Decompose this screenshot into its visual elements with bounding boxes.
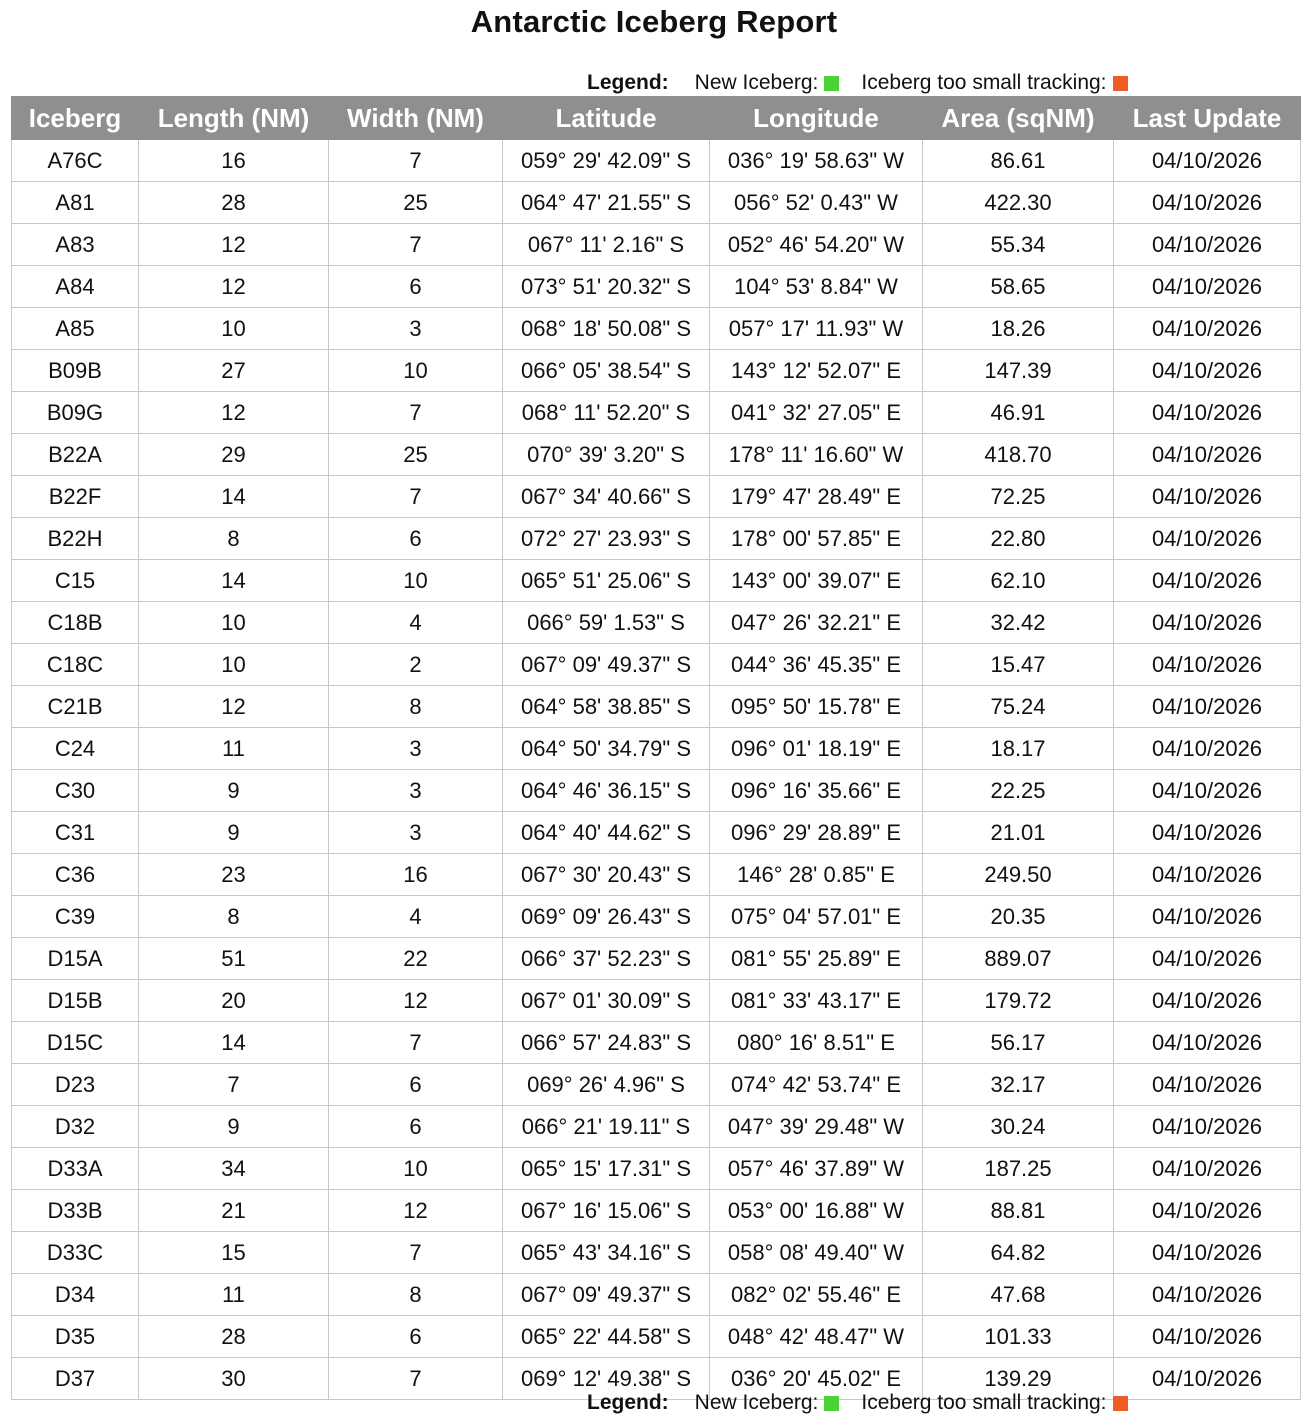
table-cell: 065° 51' 25.06" S <box>503 560 710 602</box>
table-row <box>12 602 1301 644</box>
table-cell: 16 <box>329 854 503 896</box>
table-row <box>12 980 1301 1022</box>
table-cell: 3 <box>329 728 503 770</box>
table-cell: D33B <box>12 1190 139 1232</box>
table-cell: 064° 58' 38.85" S <box>503 686 710 728</box>
table-cell: 4 <box>329 896 503 938</box>
table-cell: 88.81 <box>923 1190 1114 1232</box>
table-cell: 04/10/2026 <box>1114 938 1301 980</box>
table-cell: 059° 29' 42.09" S <box>503 140 710 182</box>
table-cell: 104° 53' 8.84" W <box>710 266 923 308</box>
table-row <box>12 1148 1301 1190</box>
column-header: Latitude <box>503 97 710 140</box>
table-cell: 04/10/2026 <box>1114 1106 1301 1148</box>
table-cell: 32.42 <box>923 602 1114 644</box>
table-cell: 32.17 <box>923 1064 1114 1106</box>
table-cell: 074° 42' 53.74" E <box>710 1064 923 1106</box>
table-cell: 2 <box>329 644 503 686</box>
table-cell: 057° 46' 37.89" W <box>710 1148 923 1190</box>
table-cell: 066° 59' 1.53" S <box>503 602 710 644</box>
table-cell: 422.30 <box>923 182 1114 224</box>
table-cell: 7 <box>139 1064 329 1106</box>
table-cell: C31 <box>12 812 139 854</box>
table-row <box>12 938 1301 980</box>
table-cell: 7 <box>329 1232 503 1274</box>
table-cell: A76C <box>12 140 139 182</box>
column-header: Longitude <box>710 97 923 140</box>
table-cell: 10 <box>139 602 329 644</box>
table-cell: 15.47 <box>923 644 1114 686</box>
legend-label: Legend: <box>587 71 669 94</box>
table-cell: 21.01 <box>923 812 1114 854</box>
table-row <box>12 1022 1301 1064</box>
table-cell: 8 <box>139 518 329 560</box>
table-cell: 041° 32' 27.05" E <box>710 392 923 434</box>
table-cell: 11 <box>139 728 329 770</box>
table-cell: D35 <box>12 1316 139 1358</box>
table-cell: 04/10/2026 <box>1114 980 1301 1022</box>
table-cell: 081° 33' 43.17" E <box>710 980 923 1022</box>
table-cell: 10 <box>329 350 503 392</box>
table-cell: C18C <box>12 644 139 686</box>
table-cell: 04/10/2026 <box>1114 1148 1301 1190</box>
table-cell: 04/10/2026 <box>1114 812 1301 854</box>
table-cell: 55.34 <box>923 224 1114 266</box>
column-header: Area (sqNM) <box>923 97 1114 140</box>
table-cell: 069° 09' 26.43" S <box>503 896 710 938</box>
table-cell: 067° 16' 15.06" S <box>503 1190 710 1232</box>
table-cell: 28 <box>139 1316 329 1358</box>
table-cell: 9 <box>139 812 329 854</box>
legend-label: Legend: <box>587 1391 669 1414</box>
table-cell: 14 <box>139 476 329 518</box>
table-cell: 069° 26' 4.96" S <box>503 1064 710 1106</box>
table-cell: 46.91 <box>923 392 1114 434</box>
table-cell: 069° 12' 49.38" S <box>503 1358 710 1400</box>
table-row <box>12 140 1301 182</box>
table-row <box>12 896 1301 938</box>
table-cell: B09B <box>12 350 139 392</box>
table-cell: 22.80 <box>923 518 1114 560</box>
table-cell: 14 <box>139 1022 329 1064</box>
table-cell: 080° 16' 8.51" E <box>710 1022 923 1064</box>
table-cell: 04/10/2026 <box>1114 560 1301 602</box>
table-cell: 04/10/2026 <box>1114 224 1301 266</box>
table-cell: 29 <box>139 434 329 476</box>
table-cell: 073° 51' 20.32" S <box>503 266 710 308</box>
table-cell: 20 <box>139 980 329 1022</box>
table-cell: 082° 02' 55.46" E <box>710 1274 923 1316</box>
table-cell: 47.68 <box>923 1274 1114 1316</box>
table-cell: 6 <box>329 518 503 560</box>
too-small-swatch <box>1113 1396 1128 1411</box>
table-cell: 04/10/2026 <box>1114 644 1301 686</box>
table-cell: 053° 00' 16.88" W <box>710 1190 923 1232</box>
legend-new-iceberg-label: New Iceberg: <box>694 71 819 94</box>
table-cell: 04/10/2026 <box>1114 1232 1301 1274</box>
table-row <box>12 812 1301 854</box>
table-cell: 179° 47' 28.49" E <box>710 476 923 518</box>
table-header-row <box>12 97 1301 140</box>
table-cell: 04/10/2026 <box>1114 1358 1301 1400</box>
table-body <box>12 140 1301 1400</box>
table-cell: 12 <box>139 266 329 308</box>
table-cell: 143° 12' 52.07" E <box>710 350 923 392</box>
table-cell: 11 <box>139 1274 329 1316</box>
table-cell: 34 <box>139 1148 329 1190</box>
table-cell: 6 <box>329 1064 503 1106</box>
table-cell: 068° 18' 50.08" S <box>503 308 710 350</box>
table-cell: 4 <box>329 602 503 644</box>
table-cell: 147.39 <box>923 350 1114 392</box>
table-cell: 62.10 <box>923 560 1114 602</box>
table-cell: 067° 34' 40.66" S <box>503 476 710 518</box>
table-row <box>12 392 1301 434</box>
table-cell: 6 <box>329 1316 503 1358</box>
table-cell: 10 <box>329 1148 503 1190</box>
table-cell: 064° 40' 44.62" S <box>503 812 710 854</box>
table-cell: 20.35 <box>923 896 1114 938</box>
table-cell: A83 <box>12 224 139 266</box>
table-cell: 096° 01' 18.19" E <box>710 728 923 770</box>
table-cell: B22H <box>12 518 139 560</box>
table-row <box>12 686 1301 728</box>
table-cell: D15B <box>12 980 139 1022</box>
table-cell: 064° 46' 36.15" S <box>503 770 710 812</box>
table-cell: 064° 50' 34.79" S <box>503 728 710 770</box>
table-cell: 04/10/2026 <box>1114 1022 1301 1064</box>
column-header: Width (NM) <box>329 97 503 140</box>
table-row <box>12 854 1301 896</box>
table-row <box>12 434 1301 476</box>
table-row <box>12 266 1301 308</box>
table-cell: 10 <box>139 644 329 686</box>
table-cell: 30.24 <box>923 1106 1114 1148</box>
table-cell: 12 <box>329 980 503 1022</box>
table-cell: 9 <box>139 1106 329 1148</box>
table-cell: 7 <box>329 224 503 266</box>
table-cell: 04/10/2026 <box>1114 350 1301 392</box>
table-cell: 048° 42' 48.47" W <box>710 1316 923 1358</box>
table-cell: 04/10/2026 <box>1114 1274 1301 1316</box>
table-cell: 066° 37' 52.23" S <box>503 938 710 980</box>
table-cell: 7 <box>329 1022 503 1064</box>
table-row <box>12 728 1301 770</box>
table-cell: 22 <box>329 938 503 980</box>
iceberg-table <box>11 96 1301 1400</box>
table-cell: 14 <box>139 560 329 602</box>
table-cell: C21B <box>12 686 139 728</box>
table-cell: 3 <box>329 770 503 812</box>
table-cell: B22A <box>12 434 139 476</box>
table-cell: 065° 22' 44.58" S <box>503 1316 710 1358</box>
legend-too-small-label: Iceberg too small tracking: <box>861 1391 1107 1414</box>
table-row <box>12 1232 1301 1274</box>
table-cell: 178° 00' 57.85" E <box>710 518 923 560</box>
table-cell: 04/10/2026 <box>1114 1064 1301 1106</box>
table-cell: 044° 36' 45.35" E <box>710 644 923 686</box>
table-cell: 04/10/2026 <box>1114 434 1301 476</box>
table-cell: 8 <box>329 1274 503 1316</box>
table-cell: 036° 19' 58.63" W <box>710 140 923 182</box>
table-cell: B22F <box>12 476 139 518</box>
table-cell: 72.25 <box>923 476 1114 518</box>
table-row <box>12 182 1301 224</box>
table-cell: 12 <box>139 392 329 434</box>
table-cell: 10 <box>139 308 329 350</box>
table-cell: 075° 04' 57.01" E <box>710 896 923 938</box>
legend-too-small-label: Iceberg too small tracking: <box>861 71 1107 94</box>
table-cell: 51 <box>139 938 329 980</box>
table-cell: 889.07 <box>923 938 1114 980</box>
table-cell: 04/10/2026 <box>1114 728 1301 770</box>
table-cell: 10 <box>329 560 503 602</box>
table-cell: 7 <box>329 476 503 518</box>
table-cell: 12 <box>329 1190 503 1232</box>
table-row <box>12 350 1301 392</box>
table-cell: 16 <box>139 140 329 182</box>
table-cell: 22.25 <box>923 770 1114 812</box>
table-row <box>12 1106 1301 1148</box>
table-cell: 30 <box>139 1358 329 1400</box>
table-row <box>12 560 1301 602</box>
table-row <box>12 308 1301 350</box>
table-cell: 418.70 <box>923 434 1114 476</box>
table-cell: 25 <box>329 182 503 224</box>
table-cell: 058° 08' 49.40" W <box>710 1232 923 1274</box>
table-cell: D37 <box>12 1358 139 1400</box>
table-cell: 04/10/2026 <box>1114 308 1301 350</box>
table-row <box>12 476 1301 518</box>
table-cell: 04/10/2026 <box>1114 266 1301 308</box>
table-cell: 04/10/2026 <box>1114 392 1301 434</box>
table-cell: 067° 01' 30.09" S <box>503 980 710 1022</box>
table-cell: C15 <box>12 560 139 602</box>
table-cell: 56.17 <box>923 1022 1114 1064</box>
table-cell: C24 <box>12 728 139 770</box>
table-cell: D33C <box>12 1232 139 1274</box>
table-cell: 8 <box>139 896 329 938</box>
table-cell: 04/10/2026 <box>1114 602 1301 644</box>
table-cell: 056° 52' 0.43" W <box>710 182 923 224</box>
table-cell: C18B <box>12 602 139 644</box>
table-cell: 58.65 <box>923 266 1114 308</box>
table-cell: 28 <box>139 182 329 224</box>
table-cell: 064° 47' 21.55" S <box>503 182 710 224</box>
table-cell: 067° 09' 49.37" S <box>503 1274 710 1316</box>
table-cell: 6 <box>329 1106 503 1148</box>
table-cell: 067° 11' 2.16" S <box>503 224 710 266</box>
table-cell: 04/10/2026 <box>1114 896 1301 938</box>
table-cell: 8 <box>329 686 503 728</box>
table-cell: 04/10/2026 <box>1114 1190 1301 1232</box>
legend-bottom <box>587 1390 1128 1416</box>
table-cell: 066° 05' 38.54" S <box>503 350 710 392</box>
table-row <box>12 1316 1301 1358</box>
table-cell: A84 <box>12 266 139 308</box>
table-cell: 86.61 <box>923 140 1114 182</box>
table-cell: 9 <box>139 770 329 812</box>
table-cell: 047° 26' 32.21" E <box>710 602 923 644</box>
table-cell: 12 <box>139 224 329 266</box>
legend-new-iceberg-label: New Iceberg: <box>694 1391 819 1414</box>
table-cell: 12 <box>139 686 329 728</box>
table-cell: B09G <box>12 392 139 434</box>
table-cell: 6 <box>329 266 503 308</box>
table-cell: 27 <box>139 350 329 392</box>
new-iceberg-swatch <box>824 1396 839 1411</box>
table-cell: 3 <box>329 308 503 350</box>
column-header: Iceberg <box>12 97 139 140</box>
table-cell: C30 <box>12 770 139 812</box>
table-row <box>12 224 1301 266</box>
table-cell: 101.33 <box>923 1316 1114 1358</box>
table-cell: 187.25 <box>923 1148 1114 1190</box>
too-small-swatch <box>1113 76 1128 91</box>
table-row <box>12 770 1301 812</box>
table-cell: 15 <box>139 1232 329 1274</box>
table-cell: 75.24 <box>923 686 1114 728</box>
table-cell: 065° 43' 34.16" S <box>503 1232 710 1274</box>
table-cell: D33A <box>12 1148 139 1190</box>
table-cell: D15C <box>12 1022 139 1064</box>
table-cell: 7 <box>329 140 503 182</box>
table-cell: 04/10/2026 <box>1114 770 1301 812</box>
table-row <box>12 1274 1301 1316</box>
table-cell: 64.82 <box>923 1232 1114 1274</box>
new-iceberg-swatch <box>824 76 839 91</box>
table-cell: 047° 39' 29.48" W <box>710 1106 923 1148</box>
table-row <box>12 518 1301 560</box>
table-cell: 057° 17' 11.93" W <box>710 308 923 350</box>
table-cell: 21 <box>139 1190 329 1232</box>
column-header: Length (NM) <box>139 97 329 140</box>
table-cell: 096° 29' 28.89" E <box>710 812 923 854</box>
table-cell: 036° 20' 45.02" E <box>710 1358 923 1400</box>
table-cell: 18.26 <box>923 308 1114 350</box>
table-cell: 04/10/2026 <box>1114 1316 1301 1358</box>
table-cell: 04/10/2026 <box>1114 686 1301 728</box>
table-cell: 178° 11' 16.60" W <box>710 434 923 476</box>
table-cell: 072° 27' 23.93" S <box>503 518 710 560</box>
table-cell: 04/10/2026 <box>1114 476 1301 518</box>
table-cell: 066° 57' 24.83" S <box>503 1022 710 1064</box>
table-cell: 25 <box>329 434 503 476</box>
table-cell: C36 <box>12 854 139 896</box>
table-cell: D34 <box>12 1274 139 1316</box>
table-cell: 065° 15' 17.31" S <box>503 1148 710 1190</box>
table-cell: 18.17 <box>923 728 1114 770</box>
table-cell: 081° 55' 25.89" E <box>710 938 923 980</box>
table-cell: 7 <box>329 1358 503 1400</box>
table-cell: 179.72 <box>923 980 1114 1022</box>
table-cell: 249.50 <box>923 854 1114 896</box>
table-cell: A85 <box>12 308 139 350</box>
table-cell: 146° 28' 0.85" E <box>710 854 923 896</box>
table-cell: D23 <box>12 1064 139 1106</box>
table-cell: 04/10/2026 <box>1114 182 1301 224</box>
table-cell: 04/10/2026 <box>1114 140 1301 182</box>
table-cell: 04/10/2026 <box>1114 854 1301 896</box>
legend-top <box>587 70 1128 96</box>
column-header: Last Update <box>1114 97 1301 140</box>
table-cell: 139.29 <box>923 1358 1114 1400</box>
table-cell: 067° 09' 49.37" S <box>503 644 710 686</box>
table-cell: D15A <box>12 938 139 980</box>
table-cell: C39 <box>12 896 139 938</box>
table-cell: 070° 39' 3.20" S <box>503 434 710 476</box>
table-cell: 095° 50' 15.78" E <box>710 686 923 728</box>
table-cell: D32 <box>12 1106 139 1148</box>
table-cell: 096° 16' 35.66" E <box>710 770 923 812</box>
table-row <box>12 644 1301 686</box>
table-cell: 143° 00' 39.07" E <box>710 560 923 602</box>
table-cell: 066° 21' 19.11" S <box>503 1106 710 1148</box>
table-cell: A81 <box>12 182 139 224</box>
table-row <box>12 1190 1301 1232</box>
table-cell: 067° 30' 20.43" S <box>503 854 710 896</box>
table-cell: 052° 46' 54.20" W <box>710 224 923 266</box>
table-cell: 23 <box>139 854 329 896</box>
page-title: Antarctic Iceberg Report <box>470 4 838 39</box>
table-row <box>12 1064 1301 1106</box>
table-cell: 7 <box>329 392 503 434</box>
table-cell: 068° 11' 52.20" S <box>503 392 710 434</box>
table-cell: 04/10/2026 <box>1114 518 1301 560</box>
table-cell: 3 <box>329 812 503 854</box>
